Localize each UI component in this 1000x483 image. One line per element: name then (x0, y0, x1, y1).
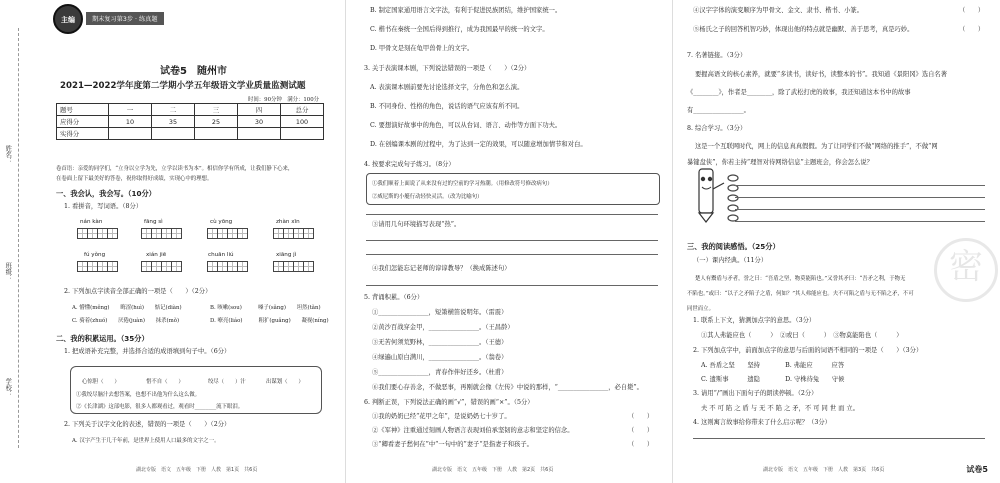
q1-text: 1. 看拼音，写词语。（8分） (64, 203, 143, 210)
q3-option-a: A. 表演课本剧前要先讨论选择文字，分角色和怎么演。 (370, 84, 524, 91)
pinyin: xiāng jì (276, 252, 297, 258)
idiom: 出谋划（ ） (266, 379, 304, 385)
section-3-title: 三、我的阅读感悟。（25分） (687, 242, 780, 251)
intro-line-1: 卷首语：亲爱的同学们，“立身以立学为先，立学以读书为本”。相信你学有所成，让我们静下心来， (56, 166, 294, 172)
q6-item-5: ⑤杨氏之子的回答机智巧妙，体现出他的特点就是幽默、善于思考，真是巧妙。 (693, 26, 914, 33)
answer-line[interactable] (366, 254, 658, 255)
writing-grid[interactable] (78, 261, 118, 272)
confidential-seal-icon: 密 (934, 238, 998, 302)
q4-text: 4. 按要求完成句子练习。（8分） (364, 161, 455, 168)
answer-line[interactable] (366, 214, 658, 215)
q2-option-a: A. 懵懂(měng) 晦涩(huì) 惦记(diàn) (72, 305, 182, 311)
q4-item-1: ①我们顺着上面说了从来没有过的空前的学习热潮。（用修改符号修改病句） (372, 181, 553, 187)
page-3 (672, 0, 1000, 483)
q3-option-b: B. 不同身份、性格的角色，说话的语气应该有所不同。 (370, 103, 524, 110)
idiom: 惜不自（ ） (146, 379, 184, 385)
pinyin: chuān liú (208, 252, 234, 258)
pinyin: cù yōng (210, 219, 233, 225)
s2-q2-option-d: D. 甲骨文是刻在龟甲兽骨上的文字。 (370, 45, 474, 52)
answer-paren[interactable]: （ ） (628, 427, 654, 434)
side-school-label: 学校： (4, 378, 12, 397)
answer-line[interactable] (735, 197, 985, 198)
answer-paren[interactable]: （ ） (959, 26, 985, 33)
answer-paren[interactable]: （ ） (628, 413, 654, 420)
pinyin: fú yǒng (84, 252, 106, 258)
score-expected-row: 应得分 10 35 25 30 100 (57, 116, 324, 128)
pinyin: nán kàn (80, 219, 103, 225)
s2-q2-option-c: C. 楷书在秦统一全国后得到推行，成为我国最早的统一的文字。 (370, 26, 549, 33)
q5-text: 5. 背诵积累。（6分） (364, 294, 424, 301)
q6-item-3: ③“卿看妻子愁何在”中“一句中的”妻子“是指妻子和孩子。 (372, 441, 533, 448)
poem-line: ④绿遍山原白满川，________________。（翁卷） (372, 354, 508, 361)
reading-part-1: （一）课内经典。（11分） (693, 257, 768, 264)
side-name-label: 姓名： (4, 145, 12, 164)
poem-line: ⑤________________，青春作伴好还乡。（杜甫） (372, 369, 508, 376)
answer-line[interactable] (366, 285, 658, 286)
q7-line-3: 有________________。 (687, 107, 750, 114)
q7-text: 7. 名著链接。（3分） (687, 52, 747, 59)
section-1-title: 一、我会认，我会写。（10分） (56, 189, 156, 198)
passage-line: 楚人有鬻盾与矛者，誉之曰：“吾盾之坚，物莫能陷也。”又誉其矛曰：“吾矛之利，于物无 (695, 276, 906, 282)
pinyin: zhàn xīn (276, 219, 300, 225)
time-info: 时间：90分钟 满分：100分 (248, 97, 320, 103)
poem-line: ③无苦何须荒野林，________________。（王德） (372, 339, 508, 346)
pencil-mascot-icon (691, 165, 727, 223)
q4-box (366, 173, 660, 205)
answer-line[interactable] (366, 240, 658, 241)
answer-line[interactable] (693, 438, 985, 439)
poem-line: ⑥我们要心存善念，不做恶事，再刚就会像《左传》中说的那样，“________________，必自毙”。 (372, 384, 643, 391)
q6-item-4: ④汉字字体的演变顺序为甲骨文、金文、隶书、楷书、小篆。 (693, 7, 864, 14)
writing-grid[interactable] (208, 261, 248, 272)
exam-subtitle: 2021—2022学年度第二学期小学五年级语文学业质量监测试题 (60, 81, 306, 91)
q4-item-2: ②威尼斯的小艇行动轻快灵活。（改为比喻句） (372, 194, 483, 200)
s2-q2-option-a: A. 汉字产生于几千年前，是世界上使用人口最多的文字之一。 (72, 438, 220, 444)
q8-text: 8. 综合学习。（3分） (687, 125, 747, 132)
page-footer: 湖北专版 语文 五年级 下册 人教 第1页 共6页 (136, 467, 258, 473)
binding-line (18, 28, 19, 448)
rq1-text: 1. 联系上下文，猜测加点字的意思。（3分） (693, 317, 816, 324)
answer-line[interactable] (735, 221, 985, 222)
score-actual-row: 实得分 (57, 128, 324, 140)
rq4-text: 4. 这则寓言故事给你带来了什么启示呢？（3分） (693, 419, 831, 426)
rq2-options-cd: C. 遗斯事 遗隐 D. 守株待兔 守候 (701, 376, 845, 383)
writing-grid[interactable] (274, 261, 314, 272)
writing-grid[interactable] (208, 228, 248, 239)
idiom: 心惊胆（ ） (82, 379, 120, 385)
review-step-tag: 期末复习第3步 · 练真题 (86, 12, 164, 25)
s2-q1-sentence-2: ②《长津湖》这部电影，很多人都观看过，观看时________流下眼泪。 (76, 404, 244, 410)
rq1-items: ①其人弗能应也（ ） ②或曰（ ） ③物莫能陷也（ ） (701, 332, 903, 339)
writing-grid[interactable] (142, 228, 182, 239)
q8-line-2: 暴键盘侠”，你若主持“理智对待网络信息”主题班会，你会怎么说？ (687, 159, 873, 166)
q6-text: 6. 判断正误，下列说法正确的画“√”，错误的画“×”。（5分） (364, 399, 534, 406)
q2-option-b: B. 咳嗽(sou) 嗓子(sǎng) 坦然(tǎn) (210, 305, 321, 311)
section-2-title: 二、我的积累运用。（35分） (56, 334, 149, 343)
q6-item-2: ②《军神》注重通过刻画人物语言表现刘伯承坚韧的意志和坚定的信念。 (372, 427, 574, 434)
answer-line[interactable] (735, 185, 985, 186)
q3-option-c: C. 要想演好故事中的角色，可以从台词、语言、动作等方面下功夫。 (370, 122, 562, 129)
writing-grid[interactable] (274, 228, 314, 239)
idiom: 绞尽（ ）汁 (208, 379, 246, 385)
rq3-sentence: 夫 不 可 陷 之 盾 与 无 不 陷 之 矛，不 可 同 世 而 立。 (701, 405, 859, 412)
rq3-text: 3. 请用“/”画出下面句子的朗读停顿。（2分） (693, 390, 818, 397)
s2-q2-option-b: B. 制定国家通用语言文字法，有利于促进民族团结，维护国家统一。 (370, 7, 562, 14)
q3-option-d: D. 在创编课本剧的过程中，为了达到一定的效果，可以随意增加情节和对白。 (370, 141, 587, 148)
paper-number-badge: 试卷5 (966, 465, 988, 474)
q4-item-3: ③请用几句环境描写表现“热”。 (372, 221, 461, 228)
q2-option-c: C. 骑着(zhuó) 厌倦(juàn) 抹杀(mǒ) (72, 318, 180, 324)
page-footer: 湖北专版 语文 五年级 下册 人教 第3页 共6页 (763, 467, 885, 473)
pinyin: xián jiē (146, 252, 167, 258)
answer-line[interactable] (735, 209, 985, 210)
passage-line: 不陷也。”或曰：“以子之矛陷子之盾，何如？”其人弗能应也。夫不可陷之盾与无不陷之矛，不可 (687, 291, 914, 297)
answer-paren[interactable]: （ ） (959, 7, 985, 14)
q7-line-2: 《________》，作者是________，除了武松打虎的故事，我还知道这本书中的故事 (687, 89, 911, 96)
score-table (56, 103, 324, 140)
s2-q1-sentence-1: ①我绞尽脑汁去想答案，也想不出他为什么这么做。 (76, 392, 200, 398)
writing-grid[interactable] (142, 261, 182, 272)
s2-q1-text: 1. 把成语补充完整，并选择合适的成语填到句子中。（6分） (64, 348, 231, 355)
s2-q2-text: 2. 下列关于汉字文化的表述，错误的一项是（ ）（2分） (64, 421, 231, 428)
passage-line: 同世而立。 (687, 306, 714, 312)
publisher-logo: 主编 (53, 4, 83, 34)
q4-item-4: ④我们怎能忘记老师的谆谆教导？（换成陈述句） (372, 265, 511, 272)
q8-line-1: 这是一个互联网时代，网上的信息真真假假。为了让同学们不做“网络的推手”，不做“网 (695, 143, 938, 150)
poem-line: ②黄沙百战穿金甲，________________。（王昌龄） (372, 324, 514, 331)
writing-grid[interactable] (78, 228, 118, 239)
exam-title: 试卷5 随州市 (160, 66, 227, 77)
rq2-text: 2. 下列加点字中，前面加点字的意思与后面的词语不相同的一项是（ ）（3分） (693, 347, 923, 354)
page-1 (0, 0, 345, 483)
q2-option-d: D. 嘹亮(liáo) 粗犷(guǎng) 凝视(níng) (210, 318, 329, 324)
rq2-options-ab: A. 吾盾之坚 坚持 B. 弗能应 应答 (701, 362, 845, 369)
page-footer: 湖北专版 语文 五年级 下册 人教 第2页 共6页 (432, 467, 554, 473)
spiral-binding-icon (725, 172, 741, 228)
q3-text: 3. 关于表演课本剧，下列说法错误的一项是（ ）（2分） (364, 65, 531, 72)
answer-paren[interactable]: （ ） (628, 441, 654, 448)
intro-line-2: 在卷面上留下最美好的答卷，祝你取得好成绩，实现心中的理想。 (56, 176, 213, 182)
q2-text: 2. 下列加点字读音全部正确的一项是（ ）（2分） (64, 288, 212, 295)
poem-line: ①________________，短箫横笛说明年。（雷震） (372, 309, 508, 316)
page-2 (345, 0, 672, 483)
q7-line-1: 要握高语文的核心素养，就要“多读书，读好书，读整本的书”。我知道《景阳冈》选自名著 (695, 71, 948, 78)
side-class-label: 班级： (4, 262, 12, 281)
pinyin: fāng sì (144, 219, 163, 225)
score-header-row: 题号 一 二 三 四 总分 (57, 104, 324, 116)
q6-item-1: ①我的奶奶已经“花甲之年”，是说奶奶七十岁了。 (372, 413, 511, 420)
